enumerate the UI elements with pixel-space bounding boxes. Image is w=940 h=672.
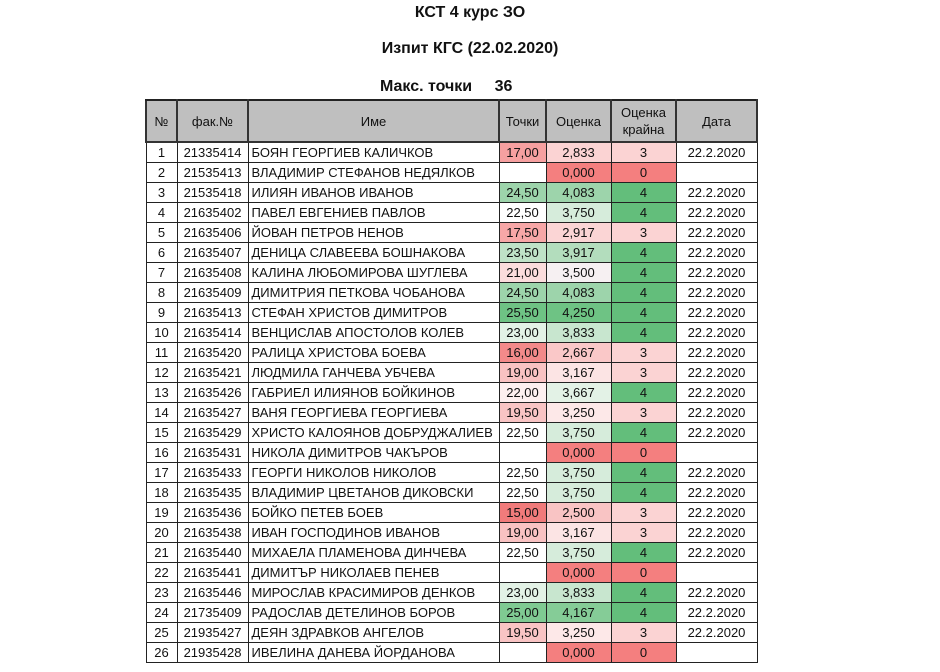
cell-date: 22.2.2020 [676, 343, 757, 363]
cell-grade: 3,917 [546, 243, 611, 263]
cell-faculty-number: 21635402 [177, 203, 248, 223]
cell-final-grade: 4 [611, 303, 676, 323]
cell-number: 6 [146, 243, 177, 263]
cell-grade: 4,083 [546, 183, 611, 203]
cell-faculty-number: 21635433 [177, 463, 248, 483]
cell-number: 19 [146, 503, 177, 523]
cell-number: 25 [146, 623, 177, 643]
cell-date: 22.2.2020 [676, 583, 757, 603]
cell-name: МИХАЕЛА ПЛАМЕНОВА ДИНЧЕВА [248, 543, 499, 563]
cell-points: 24,50 [499, 183, 546, 203]
cell-grade: 0,000 [546, 443, 611, 463]
col-header-grade: Оценка [546, 100, 611, 142]
cell-date: 22.2.2020 [676, 543, 757, 563]
cell-points [499, 443, 546, 463]
cell-number: 21 [146, 543, 177, 563]
cell-date: 22.2.2020 [676, 383, 757, 403]
cell-final-grade: 4 [611, 603, 676, 623]
cell-final-grade: 4 [611, 583, 676, 603]
cell-grade: 3,500 [546, 263, 611, 283]
cell-date: 22.2.2020 [676, 483, 757, 503]
cell-points: 25,50 [499, 303, 546, 323]
table-row [146, 483, 757, 503]
cell-grade: 3,833 [546, 583, 611, 603]
cell-faculty-number: 21635407 [177, 243, 248, 263]
cell-number: 11 [146, 343, 177, 363]
cell-faculty-number: 21635441 [177, 563, 248, 583]
cell-name: ВАНЯ ГЕОРГИЕВА ГЕОРГИЕВА [248, 403, 499, 423]
cell-faculty-number: 21935428 [177, 643, 248, 663]
cell-points: 17,00 [499, 142, 546, 163]
cell-number: 9 [146, 303, 177, 323]
table-header-row [146, 100, 757, 142]
cell-grade: 2,917 [546, 223, 611, 243]
cell-grade: 3,250 [546, 623, 611, 643]
cell-grade: 2,833 [546, 142, 611, 163]
cell-final-grade: 4 [611, 283, 676, 303]
cell-name: ВЛАДИМИР СТЕФАНОВ НЕДЯЛКОВ [248, 163, 499, 183]
cell-name: ДИМИТРИЯ ПЕТКОВА ЧОБАНОВА [248, 283, 499, 303]
cell-final-grade: 0 [611, 643, 676, 663]
cell-grade: 4,083 [546, 283, 611, 303]
cell-name: ДЕНИЦА СЛАВЕЕВА БОШНАКОВА [248, 243, 499, 263]
table-row [146, 263, 757, 283]
table-row [146, 523, 757, 543]
table-row [146, 503, 757, 523]
cell-final-grade: 4 [611, 543, 676, 563]
cell-number: 7 [146, 263, 177, 283]
document-title: КСТ 4 курс ЗО [414, 4, 526, 21]
cell-points: 16,00 [499, 343, 546, 363]
final-grade-line2: крайна [622, 122, 665, 137]
cell-final-grade: 4 [611, 423, 676, 443]
cell-date: 22.2.2020 [676, 183, 757, 203]
cell-date: 22.2.2020 [676, 623, 757, 643]
cell-date: 22.2.2020 [676, 263, 757, 283]
cell-final-grade: 4 [611, 263, 676, 283]
cell-name: ДЕЯН ЗДРАВКОВ АНГЕЛОВ [248, 623, 499, 643]
cell-grade: 3,750 [546, 423, 611, 443]
cell-faculty-number: 21635408 [177, 263, 248, 283]
col-header-faculty-number: фак.№ [177, 100, 248, 142]
cell-name: ПАВЕЛ ЕВГЕНИЕВ ПАВЛОВ [248, 203, 499, 223]
cell-final-grade: 4 [611, 203, 676, 223]
cell-faculty-number: 21635413 [177, 303, 248, 323]
col-header-final-grade [611, 100, 676, 142]
cell-grade: 4,167 [546, 603, 611, 623]
cell-number: 10 [146, 323, 177, 343]
cell-grade: 3,250 [546, 403, 611, 423]
cell-name: ГЕОРГИ НИКОЛОВ НИКОЛОВ [248, 463, 499, 483]
cell-final-grade: 3 [611, 223, 676, 243]
cell-final-grade: 4 [611, 183, 676, 203]
cell-faculty-number: 21635435 [177, 483, 248, 503]
cell-final-grade: 4 [611, 463, 676, 483]
cell-name: БОЙКО ПЕТЕВ БОЕВ [248, 503, 499, 523]
col-header-points: Точки [499, 100, 546, 142]
cell-date [676, 443, 757, 463]
cell-name: КАЛИНА ЛЮБОМИРОВА ШУГЛЕВА [248, 263, 499, 283]
cell-final-grade: 4 [611, 323, 676, 343]
cell-date: 22.2.2020 [676, 323, 757, 343]
table-row [146, 443, 757, 463]
cell-final-grade: 3 [611, 523, 676, 543]
cell-grade: 2,667 [546, 343, 611, 363]
cell-faculty-number: 21635427 [177, 403, 248, 423]
cell-final-grade: 0 [611, 163, 676, 183]
cell-final-grade: 4 [611, 383, 676, 403]
cell-date [676, 643, 757, 663]
cell-grade: 0,000 [546, 643, 611, 663]
cell-grade: 3,833 [546, 323, 611, 343]
cell-date: 22.2.2020 [676, 283, 757, 303]
cell-points [499, 163, 546, 183]
cell-points: 15,00 [499, 503, 546, 523]
cell-faculty-number: 21635406 [177, 223, 248, 243]
table-row [146, 603, 757, 623]
table-row [146, 183, 757, 203]
final-grade-line1: Оценка [620, 105, 667, 120]
cell-points: 19,00 [499, 363, 546, 383]
cell-grade: 0,000 [546, 163, 611, 183]
cell-points: 22,50 [499, 203, 546, 223]
cell-faculty-number: 21635421 [177, 363, 248, 383]
cell-number: 17 [146, 463, 177, 483]
cell-grade: 4,250 [546, 303, 611, 323]
cell-name: МИРОСЛАВ КРАСИМИРОВ ДЕНКОВ [248, 583, 499, 603]
cell-date: 22.2.2020 [676, 203, 757, 223]
cell-faculty-number: 21635436 [177, 503, 248, 523]
table-row [146, 383, 757, 403]
cell-faculty-number: 21535413 [177, 163, 248, 183]
cell-grade: 3,750 [546, 463, 611, 483]
cell-date: 22.2.2020 [676, 142, 757, 163]
cell-faculty-number: 21635431 [177, 443, 248, 463]
table-row [146, 203, 757, 223]
cell-name: ЙОВАН ПЕТРОВ НЕНОВ [248, 223, 499, 243]
cell-name: РАЛИЦА ХРИСТОВА БОЕВА [248, 343, 499, 363]
cell-faculty-number: 21635426 [177, 383, 248, 403]
table-row [146, 543, 757, 563]
cell-grade: 0,000 [546, 563, 611, 583]
cell-date [676, 163, 757, 183]
cell-grade: 3,667 [546, 383, 611, 403]
cell-faculty-number: 21935427 [177, 623, 248, 643]
cell-name: РАДОСЛАВ ДЕТЕЛИНОВ БОРОВ [248, 603, 499, 623]
cell-final-grade: 3 [611, 343, 676, 363]
table-row [146, 323, 757, 343]
cell-grade: 3,167 [546, 523, 611, 543]
cell-faculty-number: 21635438 [177, 523, 248, 543]
cell-name: ИЛИЯН ИВАНОВ ИВАНОВ [248, 183, 499, 203]
cell-name: НИКОЛА ДИМИТРОВ ЧАКЪРОВ [248, 443, 499, 463]
table-row [146, 423, 757, 443]
cell-points [499, 643, 546, 663]
cell-date: 22.2.2020 [676, 463, 757, 483]
cell-name: СТЕФАН ХРИСТОВ ДИМИТРОВ [248, 303, 499, 323]
cell-date: 22.2.2020 [676, 603, 757, 623]
cell-points: 17,50 [499, 223, 546, 243]
cell-name: ЛЮДМИЛА ГАНЧЕВА УБЧЕВА [248, 363, 499, 383]
cell-number: 13 [146, 383, 177, 403]
cell-points: 22,50 [499, 423, 546, 443]
cell-name: ГАБРИЕЛ ИЛИЯНОВ БОЙКИНОВ [248, 383, 499, 403]
cell-points: 22,00 [499, 383, 546, 403]
cell-name: ИВЕЛИНА ДАНЕВА ЙОРДАНОВА [248, 643, 499, 663]
cell-points: 23,00 [499, 583, 546, 603]
cell-name: ВЕНЦИСЛАВ АПОСТОЛОВ КОЛЕВ [248, 323, 499, 343]
cell-faculty-number: 21735409 [177, 603, 248, 623]
exam-subtitle: Изпит КГС (22.02.2020) [381, 40, 559, 57]
table-row [146, 223, 757, 243]
cell-number: 18 [146, 483, 177, 503]
cell-number: 12 [146, 363, 177, 383]
table-row [146, 583, 757, 603]
cell-date: 22.2.2020 [676, 403, 757, 423]
col-header-number: № [146, 100, 177, 142]
cell-points: 19,50 [499, 403, 546, 423]
col-header-name: Име [248, 100, 499, 142]
max-points-label: Макс. точки [380, 78, 473, 95]
cell-faculty-number: 21635420 [177, 343, 248, 363]
cell-date: 22.2.2020 [676, 423, 757, 443]
cell-date: 22.2.2020 [676, 303, 757, 323]
cell-final-grade: 3 [611, 363, 676, 383]
cell-faculty-number: 21635440 [177, 543, 248, 563]
cell-final-grade: 4 [611, 483, 676, 503]
cell-final-grade: 4 [611, 243, 676, 263]
cell-points: 22,50 [499, 483, 546, 503]
table-row [146, 142, 757, 163]
cell-faculty-number: 21635429 [177, 423, 248, 443]
cell-grade: 3,750 [546, 203, 611, 223]
cell-name: ДИМИТЪР НИКОЛАЕВ ПЕНЕВ [248, 563, 499, 583]
cell-name: ВЛАДИМИР ЦВЕТАНОВ ДИКОВСКИ [248, 483, 499, 503]
cell-date: 22.2.2020 [676, 503, 757, 523]
cell-number: 22 [146, 563, 177, 583]
table-row [146, 403, 757, 423]
cell-number: 16 [146, 443, 177, 463]
cell-number: 15 [146, 423, 177, 443]
cell-name: БОЯН ГЕОРГИЕВ КАЛИЧКОВ [248, 142, 499, 163]
cell-final-grade: 3 [611, 142, 676, 163]
table-row [146, 343, 757, 363]
cell-number: 5 [146, 223, 177, 243]
cell-final-grade: 3 [611, 623, 676, 643]
cell-faculty-number: 21335414 [177, 142, 248, 163]
cell-points: 24,50 [499, 283, 546, 303]
cell-faculty-number: 21635414 [177, 323, 248, 343]
cell-points: 22,50 [499, 463, 546, 483]
max-points-value: 36 [494, 78, 513, 95]
table-row [146, 283, 757, 303]
cell-number: 4 [146, 203, 177, 223]
cell-number: 14 [146, 403, 177, 423]
cell-date: 22.2.2020 [676, 363, 757, 383]
table-row [146, 643, 757, 663]
cell-faculty-number: 21535418 [177, 183, 248, 203]
table-row [146, 463, 757, 483]
table-row [146, 563, 757, 583]
cell-date: 22.2.2020 [676, 243, 757, 263]
cell-number: 1 [146, 142, 177, 163]
max-points [380, 78, 580, 96]
cell-faculty-number: 21635409 [177, 283, 248, 303]
cell-name: ХРИСТО КАЛОЯНОВ ДОБРУДЖАЛИЕВ [248, 423, 499, 443]
cell-final-grade: 0 [611, 563, 676, 583]
col-header-date: Дата [676, 100, 757, 142]
cell-grade: 2,500 [546, 503, 611, 523]
table-row [146, 163, 757, 183]
grades-table [145, 99, 758, 663]
table-row [146, 243, 757, 263]
cell-number: 3 [146, 183, 177, 203]
cell-number: 24 [146, 603, 177, 623]
cell-points: 19,00 [499, 523, 546, 543]
cell-grade: 3,167 [546, 363, 611, 383]
table-row [146, 363, 757, 383]
cell-number: 20 [146, 523, 177, 543]
cell-date: 22.2.2020 [676, 523, 757, 543]
cell-number: 8 [146, 283, 177, 303]
cell-final-grade: 0 [611, 443, 676, 463]
cell-points: 23,50 [499, 243, 546, 263]
cell-number: 26 [146, 643, 177, 663]
cell-points: 21,00 [499, 263, 546, 283]
cell-date [676, 563, 757, 583]
cell-final-grade: 3 [611, 403, 676, 423]
cell-number: 23 [146, 583, 177, 603]
cell-points: 23,00 [499, 323, 546, 343]
cell-date: 22.2.2020 [676, 223, 757, 243]
table-row [146, 623, 757, 643]
cell-grade: 3,750 [546, 543, 611, 563]
cell-grade: 3,750 [546, 483, 611, 503]
cell-points: 22,50 [499, 543, 546, 563]
cell-points: 19,50 [499, 623, 546, 643]
cell-final-grade: 3 [611, 503, 676, 523]
cell-faculty-number: 21635446 [177, 583, 248, 603]
table-row [146, 303, 757, 323]
cell-name: ИВАН ГОСПОДИНОВ ИВАНОВ [248, 523, 499, 543]
cell-number: 2 [146, 163, 177, 183]
cell-points: 25,00 [499, 603, 546, 623]
cell-points [499, 563, 546, 583]
